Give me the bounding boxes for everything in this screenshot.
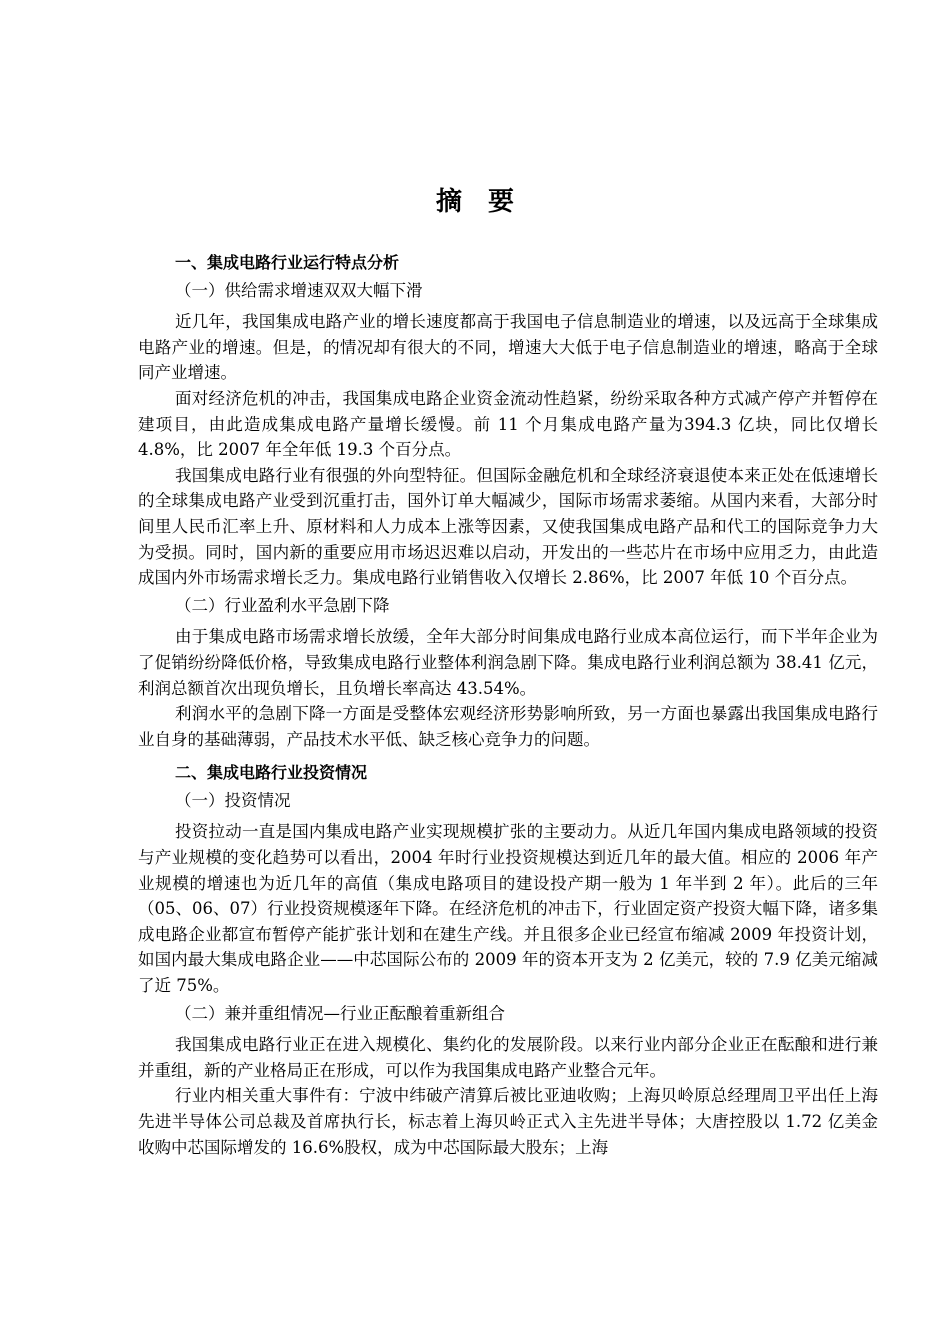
paragraph: 面对经济危机的冲击，我国集成电路企业资金流动性趋紧，纷纷采取各种方式减产停产并暂停在建项目，由此造成集成电路产量增长缓慢。前 11 个月集成电路产量为394.3 亿块，同比仅增长 4.8%，比 2007 年全年低 19.3 个百分点。 bbox=[138, 388, 878, 460]
subsection-1-2 bbox=[138, 593, 878, 753]
section-heading: 一、集成电路行业运行特点分析 bbox=[175, 253, 400, 272]
paragraph: 由于集成电路市场需求增长放缓，全年大部分时间集成电路行业成本高位运行，而下半年企业为了促销纷纷降低价格，导致集成电路行业整体利润急剧下降。集成电路行业利润总额为 38.41 亿元，利润总额首次出现负增长，且负增长率高达 43.54%。 bbox=[138, 627, 878, 698]
paragraph: 投资拉动一直是国内集成电路产业实现规模扩张的主要动力。从近几年国内集成电路领域的投资与产业规模的变化趋势可以看出，2004 年时行业投资规模达到近几年的最大值。相应的 2006 年产业规模的增速也为近几年的高值（集成电路项目的建设投产期一般为 1 年半到 2 年）。此后的三年（05、06、07）行业投资规模逐年下降。在经济危机的冲击下，行业固定资产投资大幅下降，诸多集成电路企业都宣布暂停产能扩张计划和在建生产线。并且很多企业已经宣布缩减 2009 年投资计划，如国内最大集成电路企业——中芯国际公布的 2009 年的资本开支为 2 亿美元，较的 7.9 亿美元缩减了近 75%。 bbox=[138, 822, 878, 996]
paragraph: 我国集成电路行业正在进入规模化、集约化的发展阶段。以来行业内部分企业正在酝酿和进行兼并重组，新的产业格局正在形成，可以作为我国集成电路产业整合元年。 bbox=[138, 1035, 878, 1080]
subsection-1-1 bbox=[138, 278, 878, 591]
subsection-2-1 bbox=[138, 788, 878, 999]
subsection-heading: （二）行业盈利水平急剧下降 bbox=[175, 595, 390, 615]
section-heading: 二、集成电路行业投资情况 bbox=[175, 763, 368, 783]
page-title: 摘要 bbox=[435, 187, 540, 217]
subsection-2-2 bbox=[138, 1001, 878, 1161]
section-2 bbox=[138, 760, 878, 1160]
subsection-heading: （一）供给需求增速双双大幅下滑 bbox=[175, 280, 423, 300]
paragraph: 我国集成电路行业有很强的外向型特征。但国际金融危机和全球经济衰退使本来正处在低速增长的全球集成电路产业受到沉重打击，国外订单大幅减少，国际市场需求萎缩。从国内来看，大部分时间里人民币汇率上升、原材料和人力成本上涨等因素，又使我国集成电路产品和代工的国际竞争力大为受损。同时，国内新的重要应用市场迟迟难以启动，开发出的一些芯片在市场中应用乏力，由此造成国内外市场需求增长乏力。集成电路行业销售收入仅增长 2.86%，比 2007 年低 10 个百分点。 bbox=[138, 465, 878, 588]
paragraph: 近几年，我国集成电路产业的增长速度都高于我国电子信息制造业的增速，以及远高于全球集成电路产业的增速。但是，的情况却有很大的不同，增速大大低于电子信息制造业的增速，略高于全球同产业增速。 bbox=[138, 312, 878, 383]
subsection-heading: （二）兼并重组情况—行业正酝酿着重新组合 bbox=[175, 1003, 505, 1023]
document-body bbox=[138, 250, 878, 1160]
subsection-heading: （一）投资情况 bbox=[175, 790, 291, 810]
section-1 bbox=[138, 250, 878, 752]
paragraph: 行业内相关重大事件有：宁波中纬破产清算后被比亚迪收购；上海贝岭原总经理周卫平出任上海先进半导体公司总裁及首席执行长，标志着上海贝岭正式入主先进半导体；大唐控股以 1.72 亿美金收购中芯国际增发的 16.6%股权，成为中芯国际最大股东；上海 bbox=[138, 1086, 878, 1157]
paragraph: 利润水平的急剧下降一方面是受整体宏观经济形势影响所致，另一方面也暴露出我国集成电路行业自身的基础薄弱，产品技术水平低、缺乏核心竞争力的问题。 bbox=[138, 704, 878, 749]
